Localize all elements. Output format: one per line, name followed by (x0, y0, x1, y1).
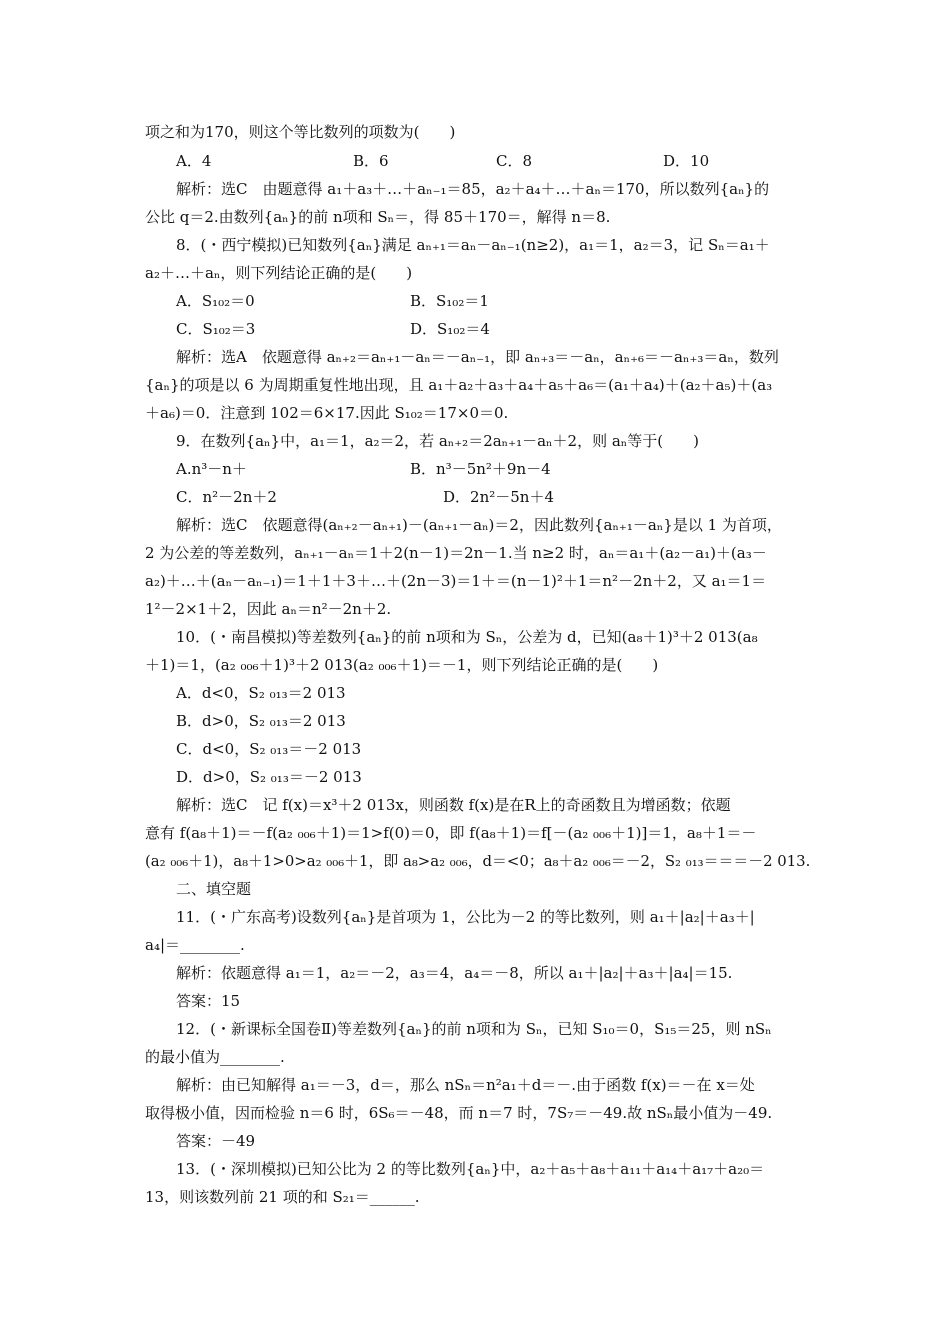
q11-answer: 答案：15 (176, 992, 241, 1010)
q7-option-b: B．6 (353, 152, 389, 170)
q9-option-c: C．n²－2n＋2 (176, 488, 277, 506)
q8-option-c: C．S₁₀₂＝3 (176, 320, 256, 338)
q7-option-a: A．4 (176, 152, 212, 170)
q10-option-d: D．d>0，S₂ ₀₁₃＝－2 013 (176, 768, 362, 786)
q7-solution-text: 公比 q＝2.由数列{aₙ}的前 n项和 Sₙ＝，得 85＋170＝，解得 n＝8. (145, 208, 611, 226)
q7-stem-text: 项之和为170，则这个等比数列的项数为( ) (145, 123, 456, 141)
q8-option-d: D．S₁₀₂＝4 (410, 320, 490, 338)
q7-solution-text: 解析：选C 由题意得 a₁＋a₃＋…＋aₙ₋₁＝85，a₂＋a₄＋…＋aₙ＝170，所以数列{aₙ}的 (176, 180, 770, 198)
q9-solution-text: 1²－2×1＋2，因此 aₙ＝n²－2n＋2. (145, 600, 392, 618)
q11-stem-text: 11．(・广东高考)设数列{aₙ}是首项为 1，公比为－2 的等比数列，则 a₁＋|a₂|＋a₃＋| (176, 908, 755, 926)
q10-stem-text: 10．(・南昌模拟)等差数列{aₙ}的前 n项和为 Sₙ，公差为 d，已知(a₈＋1)³＋2 013(a₈ (176, 628, 758, 646)
q12-stem-text: 的最小值为________. (145, 1048, 285, 1066)
q10-solution-text: 解析：选C 记 f(x)＝x³＋2 013x，则函数 f(x)是在R上的奇函数且为增函数；依题 (176, 796, 731, 814)
q12-stem-text: 12．(・新课标全国卷Ⅱ)等差数列{aₙ}的前 n项和为 Sₙ，已知 S₁₀＝0，S₁₅＝25，则 nSₙ (176, 1020, 772, 1038)
q9-solution-text: 解析：选C 依题意得(aₙ₊₂－aₙ₊₁)－(aₙ₊₁－aₙ)＝2，因此数列{aₙ₊₁－aₙ}是以 1 为首项， (176, 516, 782, 534)
q8-option-b: B．S₁₀₂＝1 (410, 292, 489, 310)
q9-option-d: D．2n²－5n＋4 (443, 488, 554, 506)
q8-solution-text: {aₙ}的项是以 6 为周期重复性地出现，且 a₁＋a₂＋a₃＋a₄＋a₅＋a₆＝(a₁＋a₄)＋(a₂＋a₅)＋(a₃ (145, 376, 773, 394)
q8-option-a: A．S₁₀₂＝0 (176, 292, 255, 310)
q9-stem-text: 9．在数列{aₙ}中，a₁＝1，a₂＝2，若 aₙ₊₂＝2aₙ₊₁－aₙ＋2，则 aₙ等于( ) (176, 432, 699, 450)
q10-solution-text: 意有 f(a₈＋1)＝－f(a₂ ₀₀₆＋1)＝1>f(0)＝0，即 f(a₈＋1)＝f[－(a₂ ₀₀₆＋1)]＝1，a₈＋1＝－ (145, 824, 757, 842)
q9-solution-text: 2 为公差的等差数列，aₙ₊₁－aₙ＝1＋2(n－1)＝2n－1.当 n≥2 时，aₙ＝a₁＋(a₂－a₁)＋(a₃－ (145, 544, 767, 562)
q8-stem-text: 8．(・西宁模拟)已知数列{aₙ}满足 aₙ₊₁＝aₙ－aₙ₋₁(n≥2)，a₁＝1，a₂＝3，记 Sₙ＝a₁＋ (176, 236, 770, 254)
q10-option-c: C．d<0，S₂ ₀₁₃＝－2 013 (176, 740, 362, 758)
q13-stem-text: 13．(・深圳模拟)已知公比为 2 的等比数列{aₙ}中，a₂＋a₅＋a₈＋a₁₁＋a₁₄＋a₁₇＋a₂₀＝ (176, 1160, 765, 1178)
q7-option-d: D．10 (663, 152, 710, 170)
q7-option-c: C．8 (496, 152, 533, 170)
q8-solution-text: ＋a₆)＝0．注意到 102＝6×17.因此 S₁₀₂＝17×0＝0. (145, 404, 509, 422)
q12-answer: 答案：－49 (176, 1132, 256, 1150)
section-title: 二、填空题 (176, 880, 252, 898)
q8-stem-text: a₂＋…＋aₙ，则下列结论正确的是( ) (145, 264, 413, 282)
q10-option-b: B．d>0，S₂ ₀₁₃＝2 013 (176, 712, 346, 730)
q11-stem-text: a₄|＝________. (145, 936, 245, 954)
q10-option-a: A．d<0，S₂ ₀₁₃＝2 013 (176, 684, 346, 702)
q9-option-b: B．n³－5n²＋9n－4 (410, 460, 551, 478)
q12-solution-text: 取得极小值，因而检验 n＝6 时，6S₆＝－48，而 n＝7 时，7S₇＝－49.故 nSₙ最小值为－49. (145, 1104, 773, 1122)
q9-option-a: A.n³－n＋ (176, 460, 247, 478)
q10-solution-text: (a₂ ₀₀₆＋1)，a₈＋1>0>a₂ ₀₀₆＋1，即 a₈>a₂ ₀₀₆，d＝<0；a₈＋a₂ ₀₀₆＝－2，S₂ ₀₁₃＝＝＝－2 013. (145, 852, 811, 870)
q9-solution-text: a₂)＋…＋(aₙ－aₙ₋₁)＝1＋1＋3＋…＋(2n－3)＝1＋＝(n－1)²＋1＝n²－2n＋2，又 a₁＝1＝ (145, 572, 767, 590)
q13-stem-text: 13，则该数列前 21 项的和 S₂₁＝______. (145, 1188, 420, 1206)
q12-solution-text: 解析：由已知解得 a₁＝－3，d＝，那么 nSₙ＝n²a₁＋d＝－.由于函数 f(x)＝－在 x＝处 (176, 1076, 755, 1094)
q8-solution-text: 解析：选A 依题意得 aₙ₊₂＝aₙ₊₁－aₙ＝－aₙ₋₁，即 aₙ₊₃＝－aₙ，aₙ₊₆＝－aₙ₊₃＝aₙ，数列 (176, 348, 779, 366)
q11-solution-text: 解析：依题意得 a₁＝1，a₂＝－2，a₃＝4，a₄＝－8，所以 a₁＋|a₂|＋a₃＋|a₄|＝15. (176, 964, 733, 982)
q10-stem-text: ＋1)＝1，(a₂ ₀₀₆＋1)³＋2 013(a₂ ₀₀₆＋1)＝－1，则下列结论正确的是( ) (145, 656, 659, 674)
